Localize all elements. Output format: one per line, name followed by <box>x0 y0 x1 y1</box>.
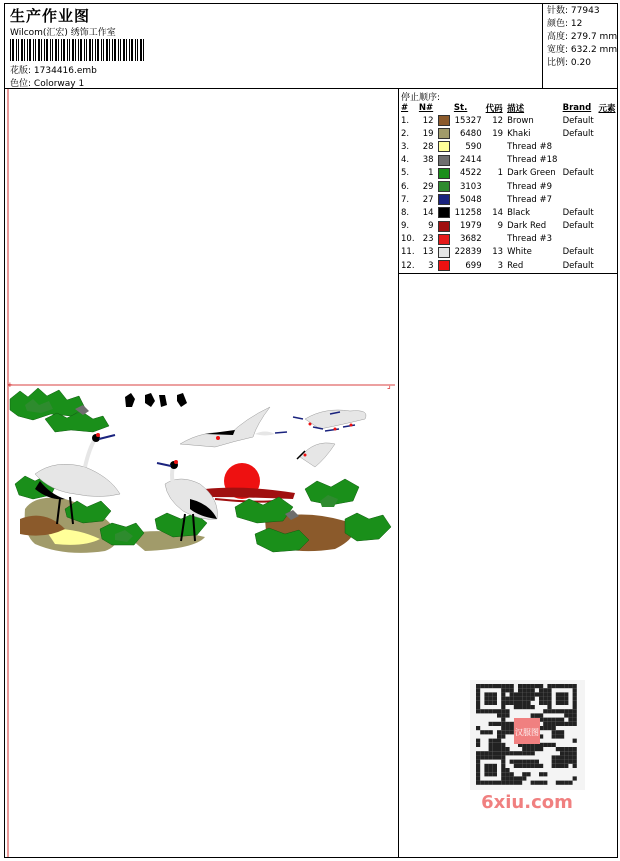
thread-description: White <box>507 247 532 258</box>
thread-row <box>399 220 618 233</box>
thread-swatch <box>436 193 452 206</box>
color-swatch <box>438 234 450 245</box>
thread-code: 9 <box>497 221 504 232</box>
thread-stitches: 3103 <box>459 181 482 192</box>
thread-index: 2. <box>401 128 410 139</box>
thread-code: 1 <box>497 168 504 179</box>
thread-brand: Default <box>562 128 594 139</box>
thread-description: Black <box>507 207 531 218</box>
sun-reflection <box>203 488 295 499</box>
thread-description: Thread #9 <box>507 181 553 192</box>
calligraphy <box>125 393 187 407</box>
thread-index: 12. <box>401 260 415 271</box>
thread-swatch <box>436 167 452 180</box>
stat-scale: 比例: 0.20 <box>547 58 591 68</box>
thread-element <box>596 127 618 140</box>
thread-number: 19 <box>422 128 434 139</box>
col-stitches: St. <box>453 102 468 113</box>
thread-brand: Default <box>562 247 594 258</box>
thread-stitches: 4522 <box>459 168 482 179</box>
thread-number: 9 <box>428 221 434 232</box>
thread-brand: Default <box>562 168 594 179</box>
thread-number: 1 <box>428 168 434 179</box>
thread-stitches: 1979 <box>459 221 482 232</box>
thread-swatch <box>436 140 452 153</box>
thread-index: 6. <box>401 181 410 192</box>
thread-swatch <box>436 154 452 167</box>
thread-number: 12 <box>422 115 434 126</box>
thread-swatch <box>436 233 452 246</box>
thread-code <box>484 140 505 153</box>
watermark-site: 6xiu.com <box>481 792 573 813</box>
thread-element <box>596 140 618 153</box>
thread-index: 5. <box>401 168 410 179</box>
thread-table <box>399 101 618 272</box>
col-element: 元素 <box>598 103 616 114</box>
color-swatch <box>438 141 450 152</box>
thread-index: 3. <box>401 141 410 152</box>
thread-description: Thread #18 <box>507 155 558 166</box>
stop-sequence-title: 停止顺序: <box>401 93 441 103</box>
thread-row <box>399 246 618 259</box>
col-description: 描述 <box>507 103 525 114</box>
thread-code: 12 <box>492 115 504 126</box>
thread-table-header <box>399 101 618 114</box>
colorway-line <box>10 76 84 89</box>
thread-description: Dark Green <box>507 168 556 179</box>
guide-mark-right: ⌟ <box>387 381 391 390</box>
thread-number: 3 <box>428 260 434 271</box>
thread-element <box>596 233 618 246</box>
color-swatch <box>438 221 450 232</box>
thread-description: Dark Red <box>507 221 547 232</box>
col-number: N# <box>418 102 434 113</box>
thread-brand <box>561 193 597 206</box>
stat-stitches: 针数: 77943 <box>547 6 600 16</box>
color-swatch <box>438 247 450 258</box>
thread-number: 38 <box>422 155 434 166</box>
page-title: 生产作业图 <box>10 7 91 25</box>
barcode <box>10 39 144 61</box>
thread-row <box>399 140 618 153</box>
design-value: 1734416.emb <box>33 66 97 76</box>
seal-text: 汉服图 <box>515 728 539 737</box>
thread-swatch <box>436 206 452 219</box>
thread-description: Brown <box>507 115 534 126</box>
thread-stitches: 590 <box>465 141 482 152</box>
guide-mark-left: + <box>7 381 13 389</box>
thread-stitches: 15327 <box>454 115 482 126</box>
thread-swatch <box>436 220 452 233</box>
thread-code: 3 <box>497 260 504 271</box>
thread-code: 14 <box>492 207 504 218</box>
thread-brand <box>561 233 597 246</box>
thread-index: 1. <box>401 115 410 126</box>
thread-element <box>596 180 618 193</box>
color-swatch <box>438 260 450 271</box>
thread-stitches: 699 <box>465 260 482 271</box>
thread-description: Thread #3 <box>507 234 553 245</box>
design-line <box>10 63 97 76</box>
thread-element <box>596 220 618 233</box>
thread-element <box>596 259 618 272</box>
thread-element <box>596 167 618 180</box>
thread-brand: Default <box>562 115 594 126</box>
thread-code: 13 <box>492 247 504 258</box>
thread-panel-divider <box>398 273 618 274</box>
thread-brand: Default <box>562 260 594 271</box>
thread-description: Thread #7 <box>507 194 553 205</box>
thread-brand <box>561 154 597 167</box>
thread-row <box>399 127 618 140</box>
stat-width: 宽度: 632.2 mm <box>547 45 618 55</box>
thread-index: 8. <box>401 207 410 218</box>
stat-colors: 颜色: 12 <box>547 19 583 29</box>
color-swatch <box>438 128 450 139</box>
thread-stitches: 11258 <box>454 207 482 218</box>
col-swatch <box>436 101 452 114</box>
design-label: 花版: <box>10 66 32 76</box>
watermark-qr <box>470 680 585 815</box>
thread-code <box>484 193 505 206</box>
thread-number: 23 <box>422 234 434 245</box>
flying-cranes <box>180 407 366 467</box>
col-brand: Brand <box>562 102 592 113</box>
thread-row <box>399 193 618 206</box>
thread-element <box>596 154 618 167</box>
thread-code <box>484 233 505 246</box>
stats-panel <box>542 3 618 89</box>
thread-number: 13 <box>422 247 434 258</box>
thread-swatch <box>436 114 452 127</box>
col-code: 代码 <box>485 103 503 114</box>
thread-stitches: 2414 <box>459 155 482 166</box>
thread-element <box>596 193 618 206</box>
company-name: Wilcom(汇宏) 绣饰工作室 <box>10 28 116 38</box>
thread-code <box>484 180 505 193</box>
thread-row <box>399 114 618 127</box>
stat-height: 高度: 279.7 mm <box>547 32 618 42</box>
thread-row <box>399 167 618 180</box>
thread-element <box>596 246 618 259</box>
thread-row <box>399 259 618 272</box>
color-swatch <box>438 181 450 192</box>
header <box>4 3 618 89</box>
colorway-value: Colorway 1 <box>33 79 85 89</box>
thread-index: 7. <box>401 194 410 205</box>
thread-stitches: 3682 <box>459 234 482 245</box>
thread-index: 10. <box>401 234 415 245</box>
thread-row <box>399 154 618 167</box>
embroidery-artwork <box>10 388 391 553</box>
thread-row <box>399 180 618 193</box>
thread-description: Red <box>507 260 524 271</box>
design-canvas <box>5 89 398 857</box>
thread-description: Thread #8 <box>507 141 553 152</box>
color-swatch <box>438 155 450 166</box>
thread-row <box>399 233 618 246</box>
thread-swatch <box>436 246 452 259</box>
thread-brand: Default <box>562 207 594 218</box>
thread-description: Khaki <box>507 128 531 139</box>
thread-number: 29 <box>422 181 434 192</box>
thread-brand <box>561 180 597 193</box>
color-swatch <box>438 115 450 126</box>
thread-index: 4. <box>401 155 410 166</box>
thread-number: 14 <box>422 207 434 218</box>
thread-swatch <box>436 180 452 193</box>
color-swatch <box>438 207 450 218</box>
thread-row <box>399 206 618 219</box>
thread-stitches: 22839 <box>454 247 482 258</box>
thread-code <box>484 154 505 167</box>
thread-element <box>596 114 618 127</box>
color-swatch <box>438 168 450 179</box>
thread-index: 11. <box>401 247 415 258</box>
thread-number: 27 <box>422 194 434 205</box>
colorway-label: 色位: <box>10 79 32 89</box>
col-index: # <box>401 102 409 113</box>
thread-number: 28 <box>422 141 434 152</box>
thread-swatch <box>436 259 452 272</box>
thread-stitches: 6480 <box>459 128 482 139</box>
thread-index: 9. <box>401 221 410 232</box>
thread-brand <box>561 140 597 153</box>
thread-brand: Default <box>562 221 594 232</box>
thread-code: 19 <box>492 128 504 139</box>
color-swatch <box>438 194 450 205</box>
thread-swatch <box>436 127 452 140</box>
thread-stitches: 5048 <box>459 194 482 205</box>
thread-element <box>596 206 618 219</box>
